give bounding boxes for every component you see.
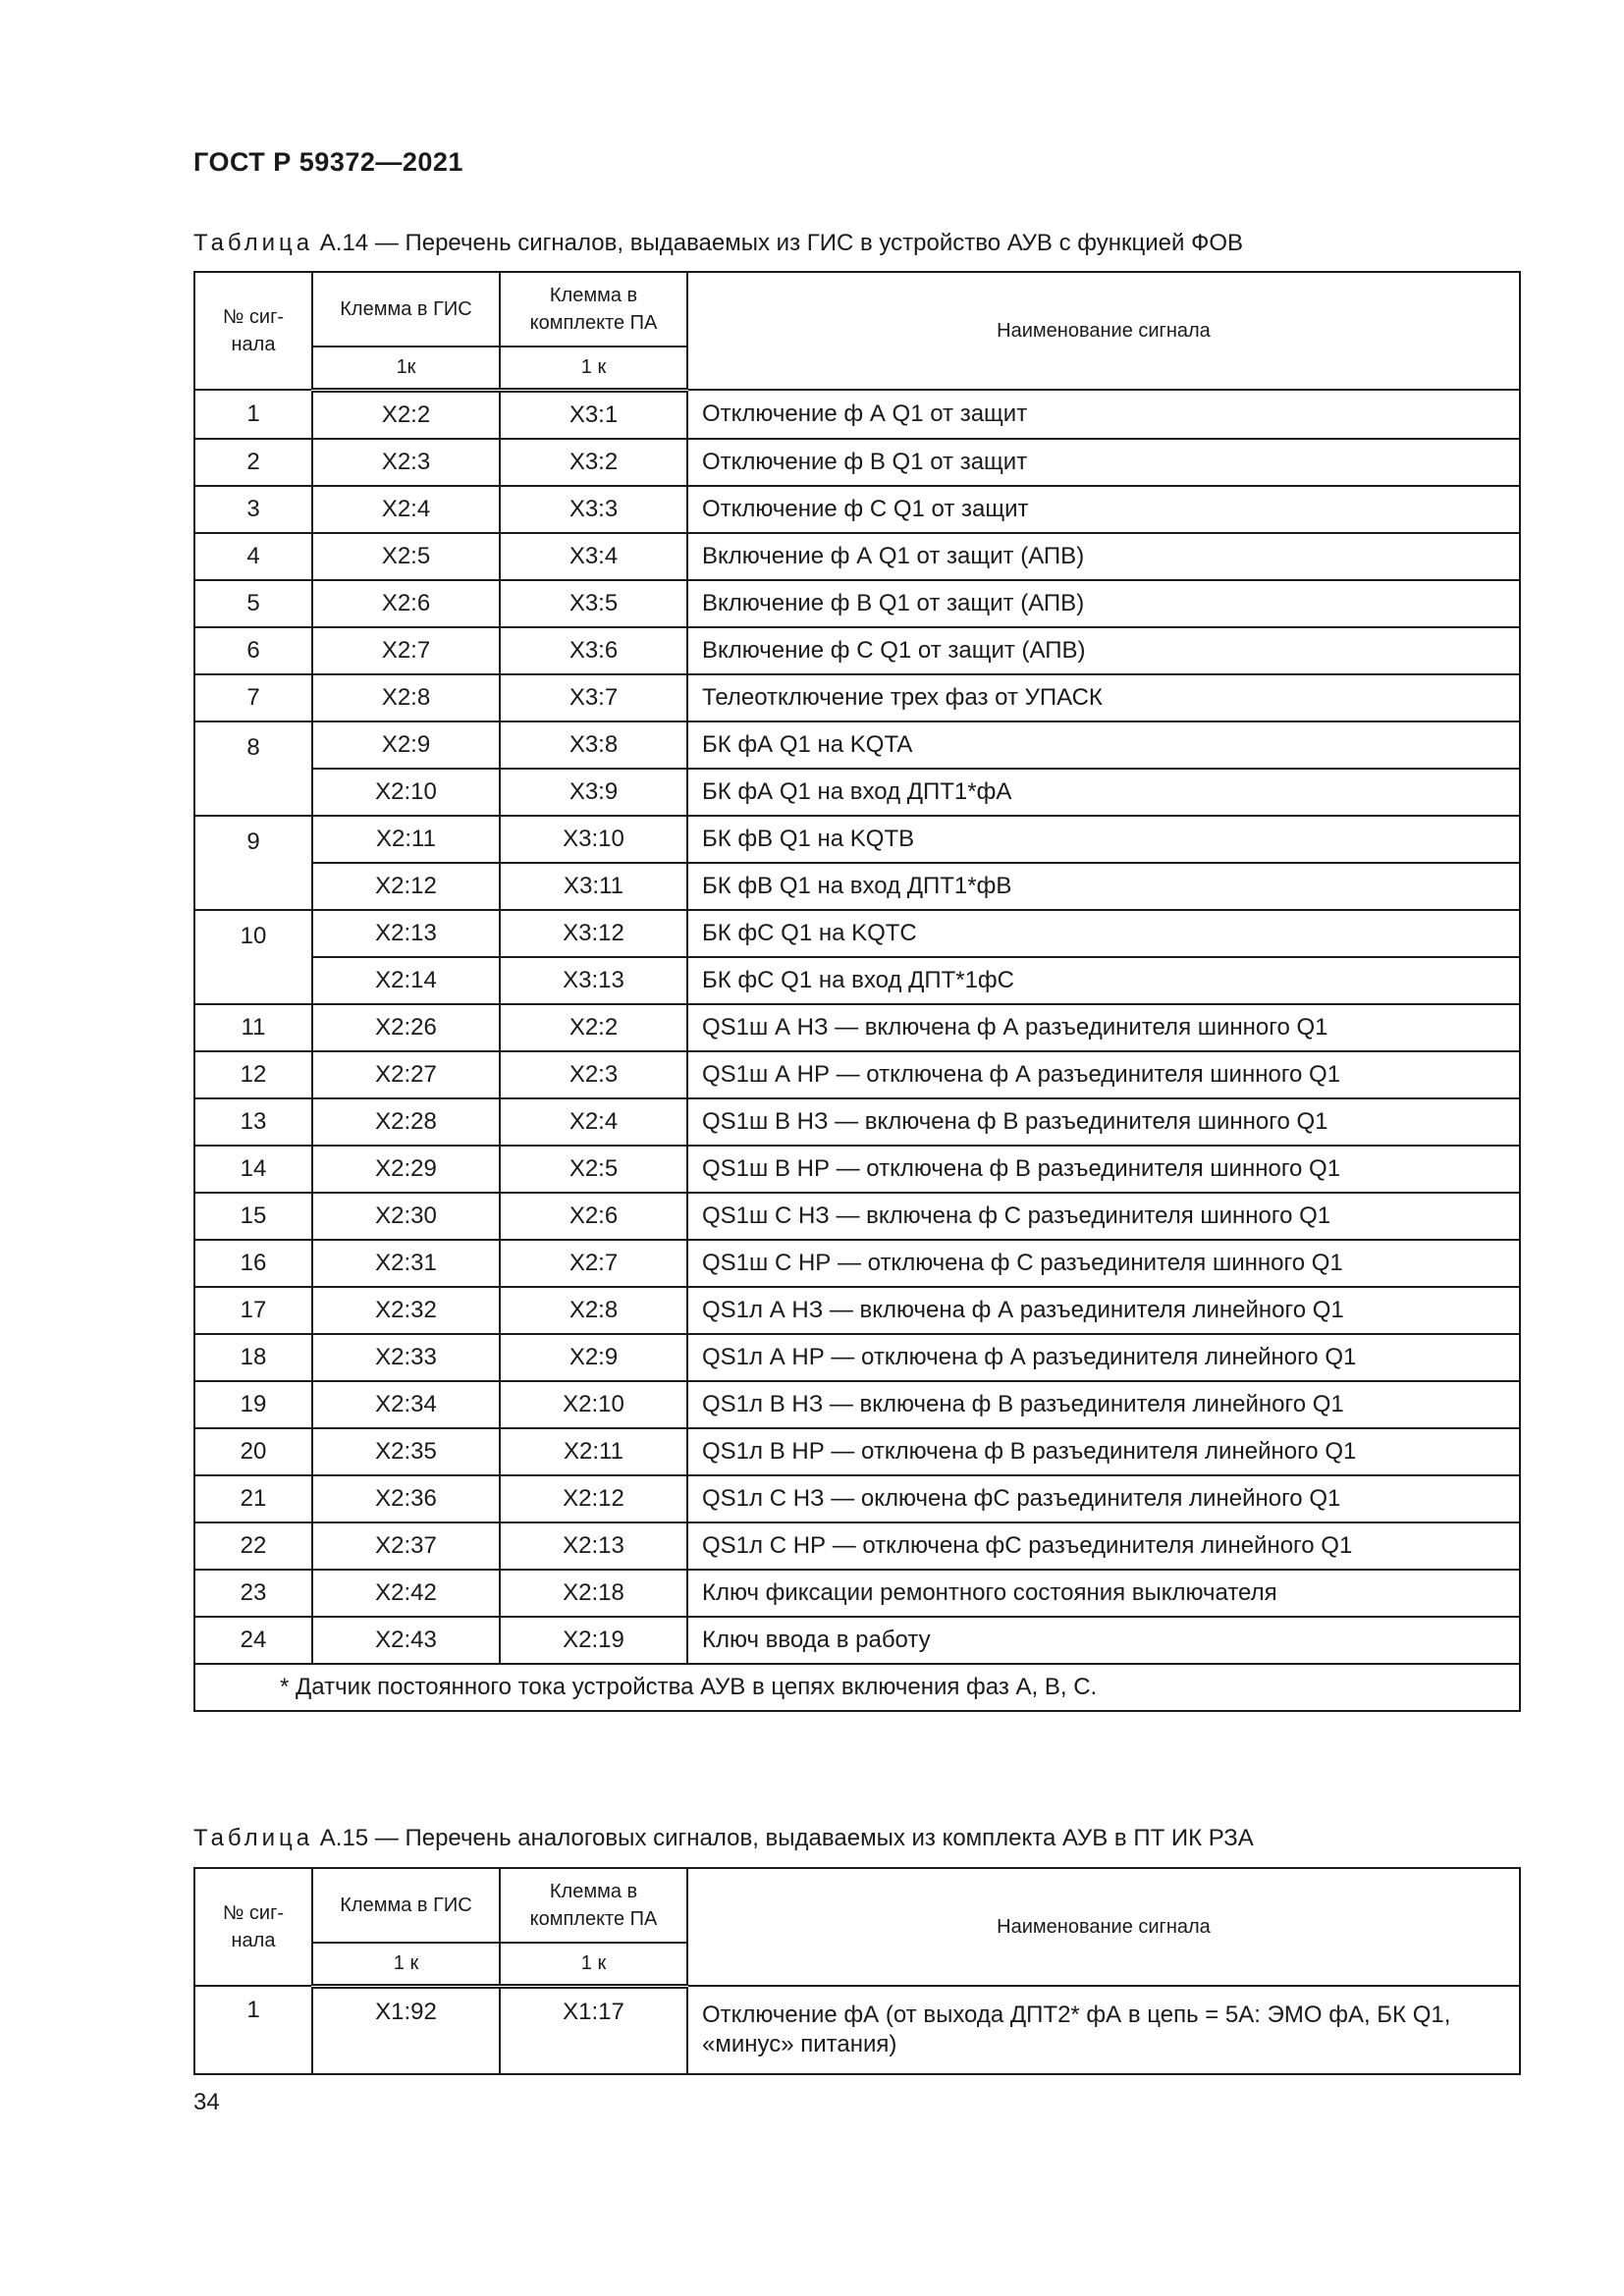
table-row xyxy=(194,910,1520,957)
header-pa-terminal: Клемма в комплекте ПА xyxy=(500,1868,687,1943)
cell-gis-terminal: X2:27 xyxy=(312,1051,500,1098)
cell-signal-name: Отключение фА (от выхода ДПТ2* фА в цепь = 5А: ЭМО фА, БК Q1, «минус» питания) xyxy=(687,1986,1520,2074)
cell-signal-number: 13 xyxy=(194,1098,312,1146)
cell-gis-terminal: X2:30 xyxy=(312,1193,500,1240)
cell-signal-name: Включение ф С Q1 от защит (АПВ) xyxy=(687,627,1520,674)
cell-signal-name: БК фС Q1 на KQTC xyxy=(687,910,1520,957)
table-row xyxy=(194,957,1520,1004)
cell-signal-number: 4 xyxy=(194,533,312,580)
cell-gis-terminal: X2:9 xyxy=(312,721,500,769)
cell-pa-terminal: X1:17 xyxy=(500,1986,687,2074)
cell-signal-number: 22 xyxy=(194,1522,312,1570)
cell-signal-name: QS1л В НР — отключена ф В разъединителя линейного Q1 xyxy=(687,1428,1520,1475)
cell-signal-number: 15 xyxy=(194,1193,312,1240)
cell-gis-terminal: X2:8 xyxy=(312,674,500,721)
cell-gis-terminal: X2:11 xyxy=(312,816,500,863)
cell-signal-name: БК фА Q1 на вход ДПТ1*фА xyxy=(687,769,1520,816)
table-a14 xyxy=(193,271,1519,1712)
cell-pa-terminal: X3:9 xyxy=(500,769,687,816)
cell-pa-terminal: X2:12 xyxy=(500,1475,687,1522)
cell-pa-terminal: X3:3 xyxy=(500,486,687,533)
cell-gis-terminal: X2:37 xyxy=(312,1522,500,1570)
header-gis-terminal: Клемма в ГИС xyxy=(312,1868,500,1943)
cell-signal-number: 10 xyxy=(194,910,312,1004)
cell-pa-terminal: X2:9 xyxy=(500,1334,687,1381)
cell-pa-terminal: X3:8 xyxy=(500,721,687,769)
cell-signal-name: QS1ш А НЗ — включена ф А разъединителя шинного Q1 xyxy=(687,1004,1520,1051)
cell-gis-terminal: X2:6 xyxy=(312,580,500,627)
table-caption-label: Таблица xyxy=(193,230,314,256)
table-row xyxy=(194,1240,1520,1287)
table-row xyxy=(194,1004,1520,1051)
cell-signal-name: Телеотключение трех фаз от УПАСК xyxy=(687,674,1520,721)
table-row xyxy=(194,390,1520,439)
cell-signal-name: БК фА Q1 на KQTA xyxy=(687,721,1520,769)
cell-gis-terminal: X2:28 xyxy=(312,1098,500,1146)
cell-signal-name: QS1л В НЗ — включена ф В разъединителя линейного Q1 xyxy=(687,1381,1520,1428)
cell-pa-terminal: X3:13 xyxy=(500,957,687,1004)
table-row xyxy=(194,1570,1520,1617)
header-gis-terminal: Клемма в ГИС xyxy=(312,272,500,347)
cell-signal-name: QS1ш В НЗ — включена ф В разъединителя шинного Q1 xyxy=(687,1098,1520,1146)
table-row xyxy=(194,863,1520,910)
cell-signal-number: 3 xyxy=(194,486,312,533)
cell-gis-terminal: X2:31 xyxy=(312,1240,500,1287)
cell-signal-name: QS1ш С НР — отключена ф С разъединителя шинного Q1 xyxy=(687,1240,1520,1287)
cell-pa-terminal: X2:5 xyxy=(500,1146,687,1193)
cell-gis-terminal: X2:2 xyxy=(312,390,500,439)
table-row xyxy=(194,1986,1520,2074)
cell-gis-terminal: X2:26 xyxy=(312,1004,500,1051)
table-row xyxy=(194,627,1520,674)
cell-signal-name: Ключ ввода в работу xyxy=(687,1617,1520,1664)
cell-pa-terminal: X3:11 xyxy=(500,863,687,910)
cell-signal-number: 14 xyxy=(194,1146,312,1193)
cell-signal-number: 24 xyxy=(194,1617,312,1664)
table-caption-label: Таблица xyxy=(193,1825,314,1851)
header-signal-name: Наименование сигнала xyxy=(687,1868,1520,1986)
table-row xyxy=(194,1098,1520,1146)
table-caption-a14 xyxy=(193,230,1243,257)
cell-pa-terminal: X2:11 xyxy=(500,1428,687,1475)
cell-gis-terminal: X1:92 xyxy=(312,1986,500,2074)
table-footnote: * Датчик постоянного тока устройства АУВ в цепях включения фаз А, В, С. xyxy=(194,1664,1520,1711)
cell-gis-terminal: X2:12 xyxy=(312,863,500,910)
cell-signal-number: 5 xyxy=(194,580,312,627)
table-row xyxy=(194,533,1520,580)
cell-gis-terminal: X2:43 xyxy=(312,1617,500,1664)
cell-pa-terminal: X2:8 xyxy=(500,1287,687,1334)
cell-signal-number: 12 xyxy=(194,1051,312,1098)
cell-signal-name: Включение ф А Q1 от защит (АПВ) xyxy=(687,533,1520,580)
cell-signal-name: Включение ф В Q1 от защит (АПВ) xyxy=(687,580,1520,627)
table-row xyxy=(194,439,1520,486)
cell-signal-number: 2 xyxy=(194,439,312,486)
cell-signal-name: Отключение ф С Q1 от защит xyxy=(687,486,1520,533)
header-gis-sub: 1 к xyxy=(312,1943,500,1986)
cell-signal-number: 21 xyxy=(194,1475,312,1522)
header-signal-number: № сиг-нала xyxy=(194,1868,312,1986)
cell-signal-name: Отключение ф В Q1 от защит xyxy=(687,439,1520,486)
cell-pa-terminal: X2:7 xyxy=(500,1240,687,1287)
cell-signal-name: БК фВ Q1 на KQTB xyxy=(687,816,1520,863)
table-row xyxy=(194,674,1520,721)
table-row xyxy=(194,580,1520,627)
header-signal-name: Наименование сигнала xyxy=(687,272,1520,390)
table-row xyxy=(194,1381,1520,1428)
cell-pa-terminal: X2:3 xyxy=(500,1051,687,1098)
cell-signal-name: QS1л С НР — отключена фС разъединителя линейного Q1 xyxy=(687,1522,1520,1570)
cell-pa-terminal: X2:4 xyxy=(500,1098,687,1146)
cell-signal-name: Ключ фиксации ремонтного состояния выключателя xyxy=(687,1570,1520,1617)
header-signal-number: № сиг-нала xyxy=(194,272,312,390)
table-row xyxy=(194,1287,1520,1334)
table-row xyxy=(194,769,1520,816)
header-pa-sub: 1 к xyxy=(500,347,687,390)
cell-gis-terminal: X2:4 xyxy=(312,486,500,533)
table-a15 xyxy=(193,1867,1519,2075)
cell-gis-terminal: X2:13 xyxy=(312,910,500,957)
table-row xyxy=(194,1193,1520,1240)
cell-signal-number: 23 xyxy=(194,1570,312,1617)
cell-pa-terminal: X2:10 xyxy=(500,1381,687,1428)
cell-signal-name: БК фВ Q1 на вход ДПТ1*фВ xyxy=(687,863,1520,910)
table-row xyxy=(194,1617,1520,1664)
cell-signal-number: 11 xyxy=(194,1004,312,1051)
cell-signal-number: 17 xyxy=(194,1287,312,1334)
table-row xyxy=(194,721,1520,769)
cell-gis-terminal: X2:3 xyxy=(312,439,500,486)
cell-gis-terminal: X2:29 xyxy=(312,1146,500,1193)
cell-signal-number: 6 xyxy=(194,627,312,674)
cell-pa-terminal: X2:2 xyxy=(500,1004,687,1051)
header-gis-sub: 1к xyxy=(312,347,500,390)
table-row xyxy=(194,1051,1520,1098)
table-row xyxy=(194,486,1520,533)
table-row xyxy=(194,1428,1520,1475)
cell-signal-number: 16 xyxy=(194,1240,312,1287)
cell-signal-number: 8 xyxy=(194,721,312,816)
cell-gis-terminal: X2:33 xyxy=(312,1334,500,1381)
table-caption-text: А.15 — Перечень аналоговых сигналов, выдаваемых из комплекта АУВ в ПТ ИК РЗА xyxy=(313,1825,1254,1851)
table-row xyxy=(194,1522,1520,1570)
cell-signal-number: 20 xyxy=(194,1428,312,1475)
cell-pa-terminal: X2:6 xyxy=(500,1193,687,1240)
table-row xyxy=(194,1334,1520,1381)
cell-pa-terminal: X3:7 xyxy=(500,674,687,721)
cell-pa-terminal: X2:18 xyxy=(500,1570,687,1617)
table-row xyxy=(194,1475,1520,1522)
cell-signal-name: БК фС Q1 на вход ДПТ*1фС xyxy=(687,957,1520,1004)
cell-signal-number: 1 xyxy=(194,1986,312,2074)
cell-signal-number: 7 xyxy=(194,674,312,721)
cell-pa-terminal: X3:1 xyxy=(500,390,687,439)
cell-gis-terminal: X2:7 xyxy=(312,627,500,674)
cell-gis-terminal: X2:36 xyxy=(312,1475,500,1522)
cell-pa-terminal: X3:5 xyxy=(500,580,687,627)
table-caption-a15 xyxy=(193,1825,1254,1852)
cell-gis-terminal: X2:10 xyxy=(312,769,500,816)
cell-signal-number: 19 xyxy=(194,1381,312,1428)
cell-signal-name: QS1л А НЗ — включена ф А разъединителя линейного Q1 xyxy=(687,1287,1520,1334)
header-pa-terminal: Клемма в комплекте ПА xyxy=(500,272,687,347)
cell-gis-terminal: X2:34 xyxy=(312,1381,500,1428)
page-number: 34 xyxy=(193,2089,220,2115)
header-pa-sub: 1 к xyxy=(500,1943,687,1986)
cell-pa-terminal: X3:12 xyxy=(500,910,687,957)
cell-signal-name: Отключение ф А Q1 от защит xyxy=(687,390,1520,439)
cell-pa-terminal: X3:6 xyxy=(500,627,687,674)
document-code: ГОСТ Р 59372—2021 xyxy=(193,147,463,177)
cell-pa-terminal: X3:10 xyxy=(500,816,687,863)
cell-gis-terminal: X2:32 xyxy=(312,1287,500,1334)
cell-signal-name: QS1л А НР — отключена ф А разъединителя линейного Q1 xyxy=(687,1334,1520,1381)
cell-pa-terminal: X3:4 xyxy=(500,533,687,580)
cell-signal-name: QS1ш В НР — отключена ф В разъединителя шинного Q1 xyxy=(687,1146,1520,1193)
cell-gis-terminal: X2:5 xyxy=(312,533,500,580)
cell-signal-number: 1 xyxy=(194,390,312,439)
cell-signal-name: QS1л С НЗ — оключена фС разъединителя линейного Q1 xyxy=(687,1475,1520,1522)
cell-pa-terminal: X2:19 xyxy=(500,1617,687,1664)
table-row xyxy=(194,1146,1520,1193)
cell-signal-name: QS1ш А НР — отключена ф А разъединителя шинного Q1 xyxy=(687,1051,1520,1098)
cell-signal-number: 9 xyxy=(194,816,312,910)
cell-signal-number: 18 xyxy=(194,1334,312,1381)
table-row xyxy=(194,816,1520,863)
cell-signal-name: QS1ш С НЗ — включена ф С разъединителя шинного Q1 xyxy=(687,1193,1520,1240)
cell-gis-terminal: X2:14 xyxy=(312,957,500,1004)
table-caption-text: А.14 — Перечень сигналов, выдаваемых из ГИС в устройство АУВ с функцией ФОВ xyxy=(313,230,1243,256)
cell-gis-terminal: X2:42 xyxy=(312,1570,500,1617)
cell-pa-terminal: X3:2 xyxy=(500,439,687,486)
cell-gis-terminal: X2:35 xyxy=(312,1428,500,1475)
cell-pa-terminal: X2:13 xyxy=(500,1522,687,1570)
